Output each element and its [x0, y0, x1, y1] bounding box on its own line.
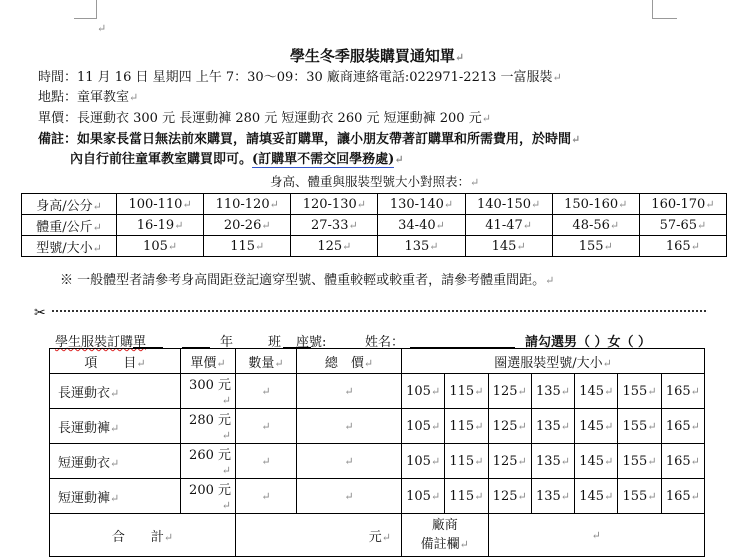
paragraph-mark-icon: ↵ — [474, 419, 484, 433]
size-table-caption: 身高、體重與服裝型號大小對照表：↵ — [270, 174, 480, 189]
size-option[interactable]: 165↵ — [661, 479, 704, 514]
size-table-cell: 110-120↵ — [204, 194, 291, 215]
size-table-row — [22, 215, 727, 236]
paragraph-mark-icon: ↵ — [344, 384, 354, 398]
order-item-total-field[interactable] — [297, 479, 402, 514]
paragraph-mark-icon: ↵ — [110, 456, 120, 470]
paragraph-mark-icon: ↵ — [221, 429, 231, 442]
document-title: 學生冬季服裝購買通知單↵ — [289, 47, 465, 65]
size-table-cell: 135↵ — [378, 236, 465, 257]
paragraph-mark-icon: ↵ — [430, 489, 441, 503]
order-item-price: 260 元↵ — [181, 444, 236, 479]
size-table-row-label: 型號/大小↵ — [22, 236, 117, 257]
paragraph-mark-icon: ↵ — [92, 199, 102, 213]
size-table-cell: 155↵ — [552, 236, 639, 257]
size-option[interactable]: 125↵ — [488, 444, 531, 479]
size-option[interactable]: 165↵ — [661, 374, 704, 409]
paragraph-mark-icon: ↵ — [517, 419, 527, 433]
order-item-qty-field[interactable] — [236, 479, 297, 514]
column-header-qty: 數量↵ — [236, 349, 297, 374]
paragraph-mark-icon: ↵ — [560, 419, 570, 433]
info-place-line: 地點：童軍教室↵ — [38, 90, 139, 105]
paragraph-mark-icon: ↵ — [348, 218, 358, 232]
size-option[interactable]: 155↵ — [618, 409, 661, 444]
order-sum-row — [50, 514, 705, 557]
size-table-row-label: 身高/公分↵ — [22, 194, 117, 215]
size-table-row-label: 體重/公斤↵ — [22, 215, 117, 236]
size-option[interactable]: 135↵ — [531, 409, 574, 444]
paragraph-mark-icon: ↵ — [459, 538, 469, 551]
paragraph-mark-icon: ↵ — [604, 454, 614, 468]
crop-mark-top-right — [652, 0, 677, 19]
note-line-2: 內自行前往童軍教室購買即可。(訂購單不需交回學務處)↵ — [70, 152, 404, 167]
paragraph-mark-icon: ↵ — [216, 356, 226, 370]
size-option[interactable]: 145↵ — [575, 479, 618, 514]
size-table-cell: 160-170↵ — [639, 194, 726, 215]
vendor-note-label: 廠商 備註欄↵ — [402, 514, 489, 557]
order-form-class: 班 — [268, 335, 282, 350]
paragraph-mark-icon: ↵ — [261, 454, 271, 468]
column-header-item: 項 目↵ — [50, 349, 181, 374]
order-form-year: 年 — [220, 335, 234, 350]
paragraph-mark-icon: ↵ — [167, 239, 178, 253]
paragraph-mark-icon: ↵ — [474, 384, 484, 398]
paragraph-mark-icon: ↵ — [618, 197, 628, 211]
paragraph-mark-icon: ↵ — [647, 454, 657, 468]
paragraph-mark-icon: ↵ — [261, 489, 271, 503]
size-table-cell: 115↵ — [204, 236, 291, 257]
order-item-total-field[interactable] — [297, 409, 402, 444]
paragraph-mark-icon: ↵ — [690, 489, 700, 503]
paragraph-mark-icon: ↵ — [517, 384, 527, 398]
paragraph-mark-icon: ↵ — [97, 22, 107, 35]
size-option[interactable]: 155↵ — [618, 444, 661, 479]
size-option[interactable]: 115↵ — [445, 409, 488, 444]
scissors-icon: ✂ — [34, 305, 46, 321]
paragraph-mark-icon: ↵ — [356, 197, 366, 211]
size-option[interactable]: 115↵ — [445, 444, 488, 479]
vendor-note-field[interactable] — [488, 514, 704, 557]
size-reference-table — [21, 193, 727, 257]
sum-label: 合 計↵ — [50, 514, 236, 557]
paragraph-mark-icon: ↵ — [221, 394, 231, 407]
size-option[interactable]: 125↵ — [488, 409, 531, 444]
size-option[interactable]: 105↵ — [402, 374, 445, 409]
column-header-price: 單價↵ — [181, 349, 236, 374]
order-item-name: 長運動褲↵ — [50, 409, 181, 444]
paragraph-mark-icon: ↵ — [690, 419, 700, 433]
paragraph-mark-icon: ↵ — [363, 356, 374, 370]
size-option[interactable]: 165↵ — [661, 409, 704, 444]
order-form-seat: 座號: — [296, 335, 327, 350]
size-table-row — [22, 194, 727, 215]
order-item-price: 280 元↵ — [181, 409, 236, 444]
size-option[interactable]: 135↵ — [531, 444, 574, 479]
paragraph-mark-icon: ↵ — [182, 197, 192, 211]
size-option[interactable]: 145↵ — [575, 409, 618, 444]
paragraph-mark-icon: ↵ — [697, 218, 707, 232]
size-table-cell: 27-33↵ — [291, 215, 378, 236]
size-table-row — [22, 236, 727, 257]
size-table-cell: 100-110↵ — [117, 194, 204, 215]
column-header-sizes: 圈選服裝型號/大小↵ — [402, 349, 705, 374]
paragraph-mark-icon: ↵ — [344, 419, 354, 433]
size-table-cell: 105↵ — [117, 236, 204, 257]
gender-select-prompt[interactable]: 請勾選男（ ）女（ ） — [525, 335, 652, 350]
size-table-cell: 130-140↵ — [378, 194, 465, 215]
paragraph-mark-icon: ↵ — [443, 197, 454, 211]
paragraph-mark-icon: ↵ — [430, 419, 441, 433]
order-row — [50, 444, 705, 479]
paragraph-mark-icon: ↵ — [647, 419, 657, 433]
paragraph-mark-icon: ↵ — [690, 384, 700, 398]
order-item-name: 長運動衣↵ — [50, 374, 181, 409]
paragraph-mark-icon: ↵ — [609, 218, 620, 232]
note-parenthetical: (訂購單不需交回學務處) — [252, 152, 395, 167]
paragraph-mark-icon: ↵ — [136, 356, 146, 370]
paragraph-mark-icon: ↵ — [560, 489, 570, 503]
size-option[interactable]: 105↵ — [402, 444, 445, 479]
size-table-cell: 20-26↵ — [204, 215, 291, 236]
order-item-total-field[interactable] — [297, 374, 402, 409]
paragraph-mark-icon: ↵ — [261, 384, 271, 398]
paragraph-mark-icon: ↵ — [647, 489, 657, 503]
size-option[interactable]: 105↵ — [402, 479, 445, 514]
sum-total-field[interactable] — [236, 514, 402, 557]
sum-yuan: 元 — [368, 529, 382, 545]
order-row — [50, 374, 705, 409]
order-table — [49, 348, 705, 557]
order-form-name: 姓名： — [365, 335, 405, 350]
size-table-cell: 145↵ — [465, 236, 552, 257]
paragraph-mark-icon: ↵ — [110, 386, 120, 400]
size-table-cell: 120-130↵ — [291, 194, 378, 215]
size-option[interactable]: 155↵ — [618, 374, 661, 409]
paragraph-mark-icon: ↵ — [516, 239, 526, 253]
size-table-cell: 140-150↵ — [465, 194, 552, 215]
size-option[interactable]: 155↵ — [618, 479, 661, 514]
paragraph-mark-icon: ↵ — [690, 454, 700, 468]
paragraph-mark-icon: ↵ — [474, 454, 484, 468]
crop-mark-top-left — [74, 0, 97, 19]
order-item-name: 短運動衣↵ — [50, 444, 181, 479]
paragraph-mark-icon: ↵ — [560, 454, 570, 468]
size-table-cell: 150-160↵ — [552, 194, 639, 215]
size-option[interactable]: 135↵ — [531, 374, 574, 409]
size-option[interactable]: 125↵ — [488, 374, 531, 409]
order-item-qty-field[interactable] — [236, 374, 297, 409]
order-row — [50, 479, 705, 514]
paragraph-mark-icon: ↵ — [344, 489, 354, 503]
paragraph-mark-icon: ↵ — [92, 241, 102, 255]
paragraph-mark-icon: ↵ — [604, 419, 614, 433]
paragraph-mark-icon: ↵ — [604, 384, 614, 398]
paragraph-mark-icon: ↵ — [110, 491, 120, 505]
paragraph-mark-icon: ↵ — [174, 218, 184, 232]
paragraph-mark-icon: ↵ — [454, 51, 465, 64]
column-header-total: 總 價↵ — [297, 349, 402, 374]
size-table-cell: 125↵ — [291, 236, 378, 257]
size-option[interactable]: 105↵ — [402, 409, 445, 444]
paragraph-mark-icon: ↵ — [342, 239, 352, 253]
size-option[interactable]: 115↵ — [445, 479, 488, 514]
paragraph-mark-icon: ↵ — [269, 197, 279, 211]
order-item-total-field[interactable] — [297, 444, 402, 479]
order-item-name: 短運動褲↵ — [50, 479, 181, 514]
paragraph-mark-icon: ↵ — [381, 530, 391, 544]
paragraph-mark-icon: ↵ — [531, 197, 541, 211]
order-item-qty-field[interactable] — [236, 409, 297, 444]
size-option[interactable]: 145↵ — [575, 444, 618, 479]
paragraph-mark-icon: ↵ — [474, 489, 484, 503]
size-note: ※ 一般體型者請參考身高間距登記適穿型號、體重較輕或較重者，請參考體重間距。↵ — [60, 273, 555, 288]
size-table-cell: 48-56↵ — [552, 215, 639, 236]
paragraph-mark-icon: ↵ — [522, 218, 532, 232]
paragraph-mark-icon: ↵ — [255, 239, 265, 253]
paragraph-mark-icon: ↵ — [163, 530, 174, 544]
paragraph-mark-icon: ↵ — [517, 489, 527, 503]
paragraph-mark-icon: ↵ — [430, 384, 441, 398]
info-price-line: 單價：長運動衣 300 元 長運動褲 280 元 短運動衣 260 元 短運動褲 200 元↵ — [38, 111, 491, 126]
paragraph-mark-icon: ↵ — [602, 356, 612, 370]
paragraph-mark-icon: ↵ — [110, 421, 120, 435]
paragraph-mark-icon: ↵ — [517, 454, 527, 468]
paragraph-mark-icon: ↵ — [603, 239, 613, 253]
paragraph-mark-icon: ↵ — [274, 356, 284, 370]
order-item-qty-field[interactable] — [236, 444, 297, 479]
paragraph-mark-icon: ↵ — [435, 218, 445, 232]
cut-line-divider — [52, 310, 706, 312]
order-item-price: 200 元↵ — [181, 479, 236, 514]
info-time-line: 時間：11 月 16 日 星期四 上午 7：30～09：30 廠商連絡電話:022971-2213 一富服裝↵ — [38, 70, 562, 85]
order-row — [50, 409, 705, 444]
size-table-cell: 34-40↵ — [378, 215, 465, 236]
size-option[interactable]: 125↵ — [488, 479, 531, 514]
order-table-header-row — [50, 349, 705, 374]
size-table-cell: 41-47↵ — [465, 215, 552, 236]
size-option[interactable]: 135↵ — [531, 479, 574, 514]
paragraph-mark-icon: ↵ — [221, 464, 231, 477]
order-item-price: 300 元↵ — [181, 374, 236, 409]
order-form-title: 學生服裝訂購單 — [55, 335, 147, 350]
paragraph-mark-icon: ↵ — [429, 239, 439, 253]
size-option[interactable]: 165↵ — [661, 444, 704, 479]
paragraph-mark-icon: ↵ — [261, 419, 271, 433]
paragraph-mark-icon: ↵ — [604, 489, 614, 503]
size-table-cell: 165↵ — [639, 236, 726, 257]
paragraph-mark-icon: ↵ — [344, 454, 354, 468]
size-option[interactable]: 145↵ — [575, 374, 618, 409]
paragraph-mark-icon: ↵ — [430, 454, 441, 468]
paragraph-mark-icon: ↵ — [647, 384, 657, 398]
paragraph-mark-icon: ↵ — [690, 239, 700, 253]
paragraph-mark-icon: ↵ — [705, 197, 715, 211]
paragraph-mark-icon: ↵ — [560, 384, 570, 398]
size-table-cell: 16-19↵ — [117, 215, 204, 236]
size-table-cell: 57-65↵ — [639, 215, 726, 236]
paragraph-mark-icon: ↵ — [92, 220, 102, 234]
size-option[interactable]: 115↵ — [445, 374, 488, 409]
note-line: 備註：如果家長當日無法前來購買，請填妥訂購單，讓小朋友帶著訂購單和所需費用，於時間↵ — [38, 132, 581, 147]
paragraph-mark-icon: ↵ — [261, 218, 271, 232]
paragraph-mark-icon: ↵ — [221, 499, 231, 512]
paragraph-mark-icon: ↵ — [591, 528, 601, 542]
